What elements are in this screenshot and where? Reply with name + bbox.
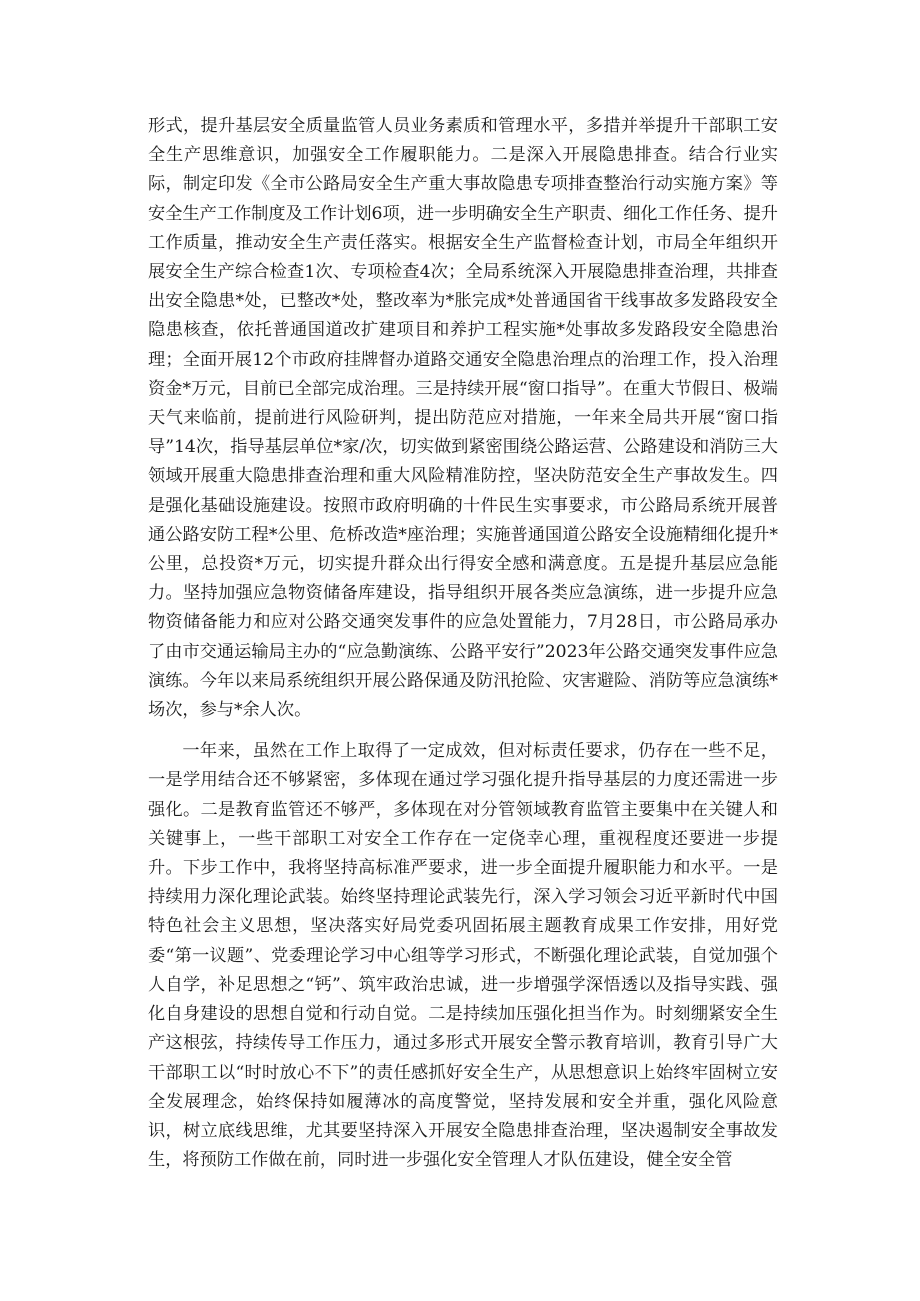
paragraph-shortcomings-and-plans: 一年来，虽然在工作上取得了一定成效，但对标责任要求，仍存在一些不足，一是学用结合还不够紧密，多体现在通过学习强化提升指导基层的力度还需进一步强化。二是教育监管还不够严，多体现在对分管领域教育监管主要集中在关键人和关键事上，一些干部职工对安全工作存在一定侥幸心理，重视程度还要进一步提升。下步工作中，我将坚持高标准严要求，进一步全面提升履职能力和水平。一是持续用力深化理论武装。始终坚持理论武装先行，深入学习领会习近平新时代中国特色社会主义思想，坚决落实好局党委巩固拓展主题教育成果工作安排，用好党委“第一议题”、党委理论学习中心组等学习形式，不断强化理论武装，自觉加强个人自学，补足思想之“钙”、筑牢政治忠诚，进一步增强学深悟透以及指导实践、强化自身建设的思想自觉和行动自觉。二是持续加压强化担当作为。时刻绷紧安全生产这根弦，持续传导工作压力，通过多形式开展安全警示教育培训，教育引导广大干部职工以“时时放心不下”的责任感抓好安全生产，从思想意识上始终牢固树立安全发展理念，始终保持如履薄冰的高度警觉，坚持发展和安全并重，强化风险意识，树立底线思维，尤其要坚持深入开展安全隐患排查治理，坚决遏制安全事故发生，将预防工作做在前，同时进一步强化安全管理人才队伍建设，健全安全管 — [148, 741, 778, 1171]
document-page — [148, 112, 778, 1175]
paragraph-continued: 形式，提升基层安全质量监管人员业务素质和管理水平，多措并举提升干部职工安全生产思维意识，加强安全工作履职能力。二是深入开展隐患排查。结合行业实际，制定印发《全市公路局安全生产重大事故隐患专项排查整治行动实施方案》等安全生产工作制度及工作计划6项，进一步明确安全生产职责、细化工作任务、提升工作质量，推动安全生产责任落实。根据安全生产监督检查计划，市局全年组织开展安全生产综合检查1次、专项检查4次；全局系统深入开展隐患排查治理，共排查出安全隐患*处，已整改*处，整改率为*胀完成*处普通国省干线事故多发路段安全隐患核查，依托普通国道改扩建项目和养护工程实施*处事故多发路段安全隐患治理；全面开展12个市政府挂牌督办道路交通安全隐患治理点的治理工作，投入治理资金*万元，目前已全部完成治理。三是持续开展“窗口指导”。在重大节假日、极端天气来临前，提前进行风险研判，提出防范应对措施，一年来全局共开展“窗口指导”14次，指导基层单位*家/次，切实做到紧密围绕公路运营、公路建设和消防三大领域开展重大隐患排查治理和重大风险精准防控，坚决防范安全生产事故发生。四是强化基础设施建设。按照市政府明确的十件民生实事要求，市公路局系统开展普通公路安防工程*公里、危桥改造*座治理；实施普通国道公路安全设施精细化提升*公里，总投资*万元，切实提升群众出行得安全感和满意度。五是提升基层应急能力。坚持加强应急物资储备库建设，指导组织开展各类应急演练，进一步提升应急物资储备能力和应对公路交通突发事件的应急处置能力，7月28日，市公路局承办了由市交通运输局主办的“应急勤演练、公路平安行”2023年公路交通突发事件应急演练。今年以来局系统组织开展公路保通及防汛抢险、灾害避险、消防等应急演练*场次，参与*余人次。 — [148, 116, 778, 721]
